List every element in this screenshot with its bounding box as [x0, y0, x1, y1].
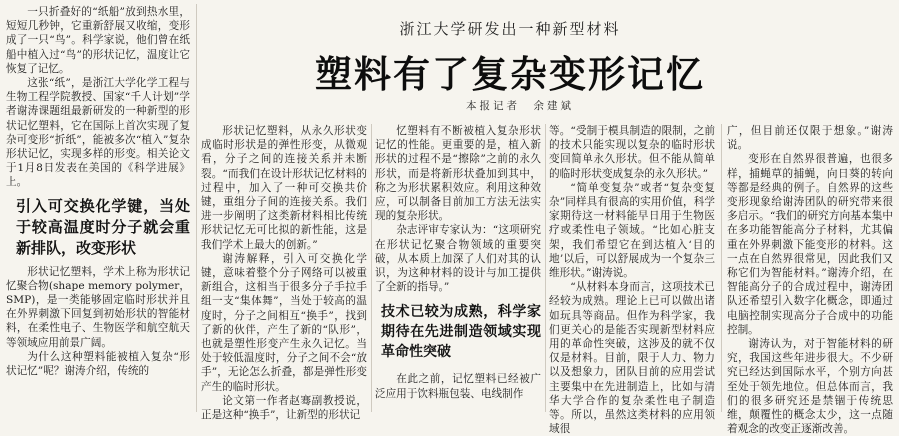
kicker: 浙江大学研发出一种新型材料	[399, 20, 621, 38]
column-divider	[545, 124, 546, 412]
paragraph: 形状记忆塑料，从永久形状变成临时形状是的弹性形变，从微观看，分子之间的连接关系并未断裂。“而我们在设计形状记忆材料的过程中，加入了一种可交换共价键，重组分子间的连接关系。我们进一步阐明了这类新材料相比传统形状记忆无可比拟的新性能，这是我们学术上最大的创新。”	[201, 125, 367, 251]
paragraph: 一只折叠好的“纸船”放到热水里，短短几秒钟，它重新舒展又收缩，变形成了一只“鸟”。科学家说，他们曾在纸船中植入过“鸟”的形状记忆，温度让它恢复了记忆。	[6, 6, 190, 75]
paragraph: 等。“受制于模具制造的限制，之前的技术只能实现以复杂的临时形状变回简单永久形状。但不能从简单的临时形状变成复杂的永久形状。”	[549, 125, 715, 180]
paragraph: 形状记忆塑料，学术上称为形状记忆聚合物(shape memory polymer，SMP)，是一类能够固定临时形状并且在外界刺激下回复到初始形状的智能材料，在柔性电子、生物医学和航空航天等领域应用前景广阔。	[6, 265, 190, 349]
paragraph: 杂志评审专家认为：“这项研究在形状记忆聚合物领域的重要突破，从本质上加深了人们对其的认识，为这种材料的设计与加工提供了全新的指导。”	[375, 224, 541, 294]
paragraph: 谢涛认为，对于智能材料的研究，我国这些年进步很大。不少研究已经达到国际水平，个别方向甚至处于领先地位。但总体而言，我们的很多研究还是禁锢于传统思维，颠覆性的概念太少，这一点随着观念的改变正逐渐改善。	[727, 338, 893, 436]
subheading-2: 技术已较为成熟，科学家期待在先进制造领域实现革命性突破	[381, 304, 541, 361]
byline: 本报记者 余建斌	[466, 100, 574, 112]
text-column-1	[6, 5, 190, 415]
paragraph: 在此之前，记忆塑料已经被广泛应用于饮料瓶包装、电线制作	[375, 373, 541, 400]
column-divider	[721, 124, 722, 412]
column-divider	[371, 124, 372, 412]
paragraph: “从材料本身而言，这项技术已经较为成熟。理论上已可以做出诸如玩具等商品。但作为科学家，我们更关心的是能否实现新型材料应用的革命性突破，这涉及的就不仅仅是材料。目前，限于人力、物力以及想象力，团队目前的应用尝试主要集中在先进制造上，比如与清华大学合作的复杂柔性电子制造等。所以，虽然这类材料的应用领域很	[549, 281, 715, 436]
paragraph: 广，但目前还仅限于想象。”谢涛说。	[727, 125, 893, 152]
text-column-4	[549, 124, 715, 436]
paragraph: “简单变复杂”或者“复杂变复杂”同样具有很高的实用价值，科学家期待这一材料能早日用于生物医疗或柔性电子领域。“比如心脏支架，我们希望它在到达植入‘目的地’以后，可以舒展成为一个复杂三维形状。”谢涛说。	[549, 181, 715, 280]
headline: 塑料有了复杂变形记忆	[315, 52, 705, 96]
paragraph: 这张“纸”，是浙江大学化学工程与生物工程学院教授、国家“千人计划”学者谢涛课题组最新研发的一种新型的形状记忆塑料，它在国际上首次实现了复杂可变形“折纸”，能被多次“植入”复杂形状记忆，实现多样的形变。相关论文于1月8日发表在美国的《科学进展》上。	[6, 77, 190, 189]
paragraph: 变形在自然界很普遍，也很多样，捕蝇草的捕蝇，向日葵的转向等都是经典的例子。自然界的这些变形现象给谢涛团队的研究带来很多启示。“我们的研究方向基本集中在多功能智能高分子材料，尤其偏重在外界刺激下能变形的材料。这一点在自然界很常见，因此我们又称它们为智能材料。”谢涛介绍，在智能高分子的合成过程中，谢涛团队还希望引入数字化概念，即通过电脑控制实现高分子合成中的功能控制。	[727, 153, 893, 336]
paragraph: 谢涛解释，引入可交换化学键，意味着整个分子网络可以被重新组合，这相当于很多分子手拉手组一支“集体舞”，当处于较高的温度时，分子之间相互“换手”，找到了新的伙伴，产生了新的“队形”，也就是塑性形变产生永久记忆。当处于较低温度时，分子之间不会“放手”，无论怎么折叠，都是弹性形变产生的临时形状。	[201, 252, 367, 393]
text-column-3	[375, 124, 541, 415]
text-column-5	[727, 124, 893, 436]
subheading-1: 引入可交换化学键，当处于较高温度时分子就会重新排队，改变形状	[16, 196, 190, 257]
paragraph: 论文第一作者赵骞副教授说，正是这种“换手”，让新型的形状记	[201, 394, 367, 422]
paragraph: 忆塑料有不断被植入复杂形状记忆的性能。更重要的是，植入新形状的过程不是“擦除”之前的永久形状，而是将新形状叠加到其中，称之为形状累积效应。利用这种效应，可以制备目前加工方法无法实现的复杂形状。	[375, 125, 541, 223]
text-column-2	[201, 124, 367, 422]
paragraph: 为什么这种塑料能被植入复杂“形状记忆”呢？谢涛介绍，传统的	[6, 350, 190, 378]
column-divider	[196, 4, 197, 412]
